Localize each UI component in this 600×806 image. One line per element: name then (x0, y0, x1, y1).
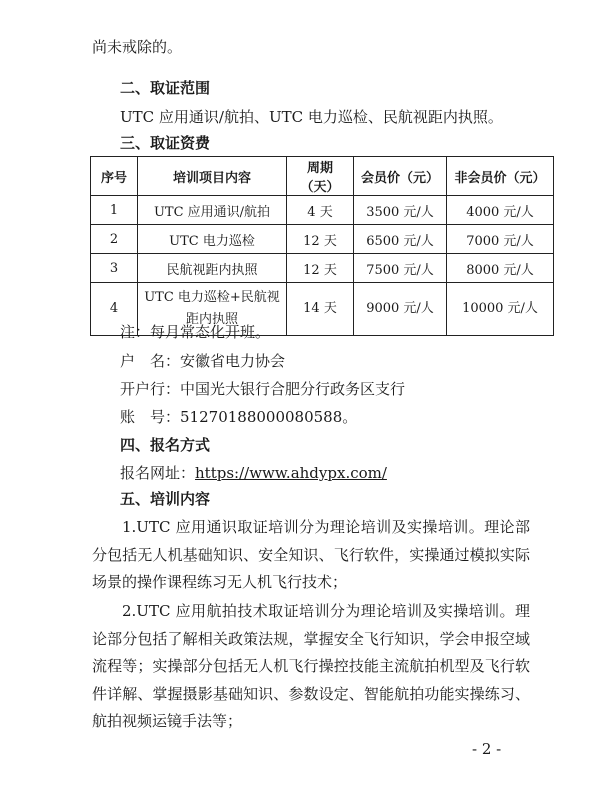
account-name-line (120, 350, 580, 372)
training-item-1: 1.UTC 应用通识取证培训分为理论培训及实操培训。理论部分包括无人机基础知识、安全知识、飞行软件，实操通过模拟实际场景的操作课程练习无人机飞行技术； (92, 518, 530, 591)
header-nonmember-price: 非会员价（元） (447, 157, 554, 196)
table-header-row (91, 157, 554, 196)
cell-index: 1 (91, 196, 138, 225)
fee-table (90, 156, 554, 336)
table-row (91, 254, 554, 283)
account-number: 51270188000080588。 (180, 408, 358, 426)
table-row (91, 225, 554, 254)
page-number: - 2 - (472, 740, 502, 758)
bank-label: 开户行： (120, 380, 181, 398)
cell-course: 民航视距内执照 (138, 254, 287, 283)
cell-index: 3 (91, 254, 138, 283)
account-name: 安徽省电力协会 (180, 352, 286, 370)
registration-line (120, 462, 580, 484)
cell-period: 12 天 (287, 225, 354, 254)
account-number-label: 账 号： (120, 408, 181, 426)
header-period: 周期（天） (287, 157, 354, 196)
cell-nonmember-price: 10000 元/人 (447, 283, 554, 336)
section2-heading: 二、取证范围 (120, 79, 211, 97)
intro-tail: 尚未戒除的。 (92, 38, 183, 56)
training-item-2: 2.UTC 应用航拍技术取证培训分为理论培训及实操培训。理论部分包括了解相关政策法规，掌握安全飞行知识，学会申报空域流程等；实操部分包括无人机飞行操控技能主流航拍机型及飞行软件详解、掌握摄影基础知识、参数设定、智能航拍功能实操练习、航拍视频运镜手法等； (92, 602, 530, 730)
cell-nonmember-price: 8000 元/人 (447, 254, 554, 283)
cell-index: 2 (91, 225, 138, 254)
cell-period: 12 天 (287, 254, 354, 283)
account-number-line (120, 406, 580, 428)
section2-text: UTC 应用通识/航拍、UTC 电力巡检、民航视距内执照。 (120, 108, 503, 126)
table-row (91, 196, 554, 225)
bank-name: 中国光大银行合肥分行政务区支行 (180, 380, 406, 398)
section4-heading: 四、报名方式 (120, 436, 211, 454)
schedule-note: 注：每月常态化开班。 (120, 323, 271, 341)
header-course: 培训项目内容 (138, 157, 287, 196)
cell-course: UTC 应用通识/航拍 (138, 196, 287, 225)
section5-heading: 五、培训内容 (120, 490, 211, 508)
section3-heading: 三、取证资费 (120, 134, 211, 152)
account-name-label: 户 名： (120, 352, 181, 370)
cell-period: 4 天 (287, 196, 354, 225)
cell-member-price: 6500 元/人 (354, 225, 447, 254)
bank-line (120, 378, 580, 400)
cell-course: UTC 电力巡检+民航视距内执照 (138, 283, 287, 336)
registration-label: 报名网址： (120, 464, 196, 482)
cell-nonmember-price: 4000 元/人 (447, 196, 554, 225)
cell-member-price: 3500 元/人 (354, 196, 447, 225)
cell-member-price: 9000 元/人 (354, 283, 447, 336)
cell-member-price: 7500 元/人 (354, 254, 447, 283)
header-index: 序号 (91, 157, 138, 196)
cell-period: 14 天 (287, 283, 354, 336)
cell-nonmember-price: 7000 元/人 (447, 225, 554, 254)
registration-url-link[interactable]: https://www.ahdypx.com/ (195, 464, 387, 482)
header-member-price: 会员价（元） (354, 157, 447, 196)
cell-course: UTC 电力巡检 (138, 225, 287, 254)
cell-index: 4 (91, 283, 138, 336)
